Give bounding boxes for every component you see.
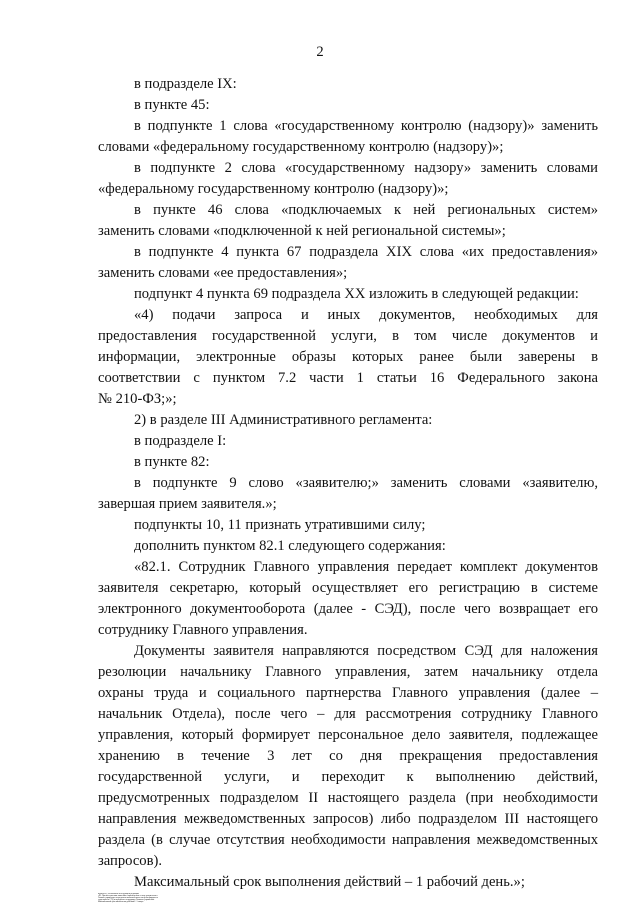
text-line: «83. При поступлении заявления и прилагаемых к нему документов в [98,895,158,897]
text-line: Максимальный срок выполнения действий – 1 рабочий день.»; [134,874,525,890]
text-line: секретарем в СЭД и передаются сотруднику Главного управления. [98,899,155,901]
text-line: в подпункте 9 слово «заявителю;» заменить словами «заявителю, [134,475,598,491]
text-line: «4) подачи запроса и иных документов, необходимых для [134,307,598,323]
text-line: заменить словами «ее предоставления»; [98,265,348,281]
text-line: электронного документооборота (далее - СЭД), после чего возвращает его [98,601,598,617]
text-line: подпункты 10, 11 признать утратившими силу; [134,517,426,533]
text-line: в подпункте 1 слова «государственному контролю (надзору)» заменить [134,118,598,134]
text-line: Документы заявителя направляются посредством СЭД для наложения [134,643,598,659]
text-line: информации, электронные образы которых ранее были заверены в [98,349,598,365]
text-line: предусмотренных подразделом II настоящего раздела (при необходимости [98,790,598,806]
continuation-text [98,893,598,903]
text-line: Главное управление посредством почтовой связи они регистрируются [98,897,158,899]
text-line: в подпункте 4 пункта 67 подраздела XIX слова «их предоставления» [134,244,598,260]
text-line: направления межведомственных запросов) либо подразделом III настоящего [98,811,598,827]
text-line: в пункте 46 слова «подключаемых к ней региональных систем» [134,202,598,218]
text-line: № 210-ФЗ;»; [98,391,177,407]
text-line: 2) в разделе III Административного регламента: [134,412,433,428]
text-line: начальник Отдела), после чего – для рассмотрения сотруднику Главного [98,706,598,722]
text-line: управления, который формирует персональное дело заявителя, подлежащее [98,727,598,743]
text-line: хранению в течение 3 лет со дня прекращения предоставления [98,748,598,764]
text-line: дополнить пунктом 82.1 следующего содержания: [134,538,446,554]
text-line: соответствии с пунктом 7.2 части 1 статьи 16 Федерального закона [98,370,598,386]
text-line: раздела (в случае отсутствия необходимости направления межведомственных [98,832,598,848]
text-line: запросов). [98,853,162,869]
text-line: завершая прием заявителя.»; [98,496,277,512]
text-line: предоставления государственной услуги, в том числе документов и [98,328,598,344]
text-line: заменить словами «подключенной к ней региональной системы»; [98,223,506,239]
text-line: Максимальный срок выполнения действий – 5 минут. [98,901,144,903]
text-line: в пункте 82: [134,454,210,470]
text-line: охраны труда и социального партнерства Главного управления (далее – [98,685,598,701]
text-line: в подразделе I: [134,433,227,449]
text-line: в подпункте 2 слова «государственному надзору» заменить словами [134,160,598,176]
text-line: в пункте 45: [134,97,210,113]
text-line: заявителя секретарю, который осуществляет его регистрацию в системе [98,580,598,596]
text-line: резолюции начальнику Главного управления, затем начальнику отдела [98,664,598,680]
text-line: в подразделе IX: [134,76,237,92]
text-line: «82.1. Сотрудник Главного управления передает комплект документов [134,559,598,575]
text-line: государственной услуги, и переходит к выполнению действий, [98,769,598,785]
text-line: словами «федеральному государственному контролю (надзору)»; [98,139,504,155]
text-line: пункты 83, 84 изложить в следующей редакции: [98,893,140,895]
text-line: сотруднику Главного управления. [98,622,308,638]
text-line: подпункт 4 пункта 69 подраздела XX изложить в следующей редакции: [134,286,579,302]
page-number: 2 [316,44,324,60]
text-line: «федеральному государственному контролю (надзору)»; [98,181,449,197]
